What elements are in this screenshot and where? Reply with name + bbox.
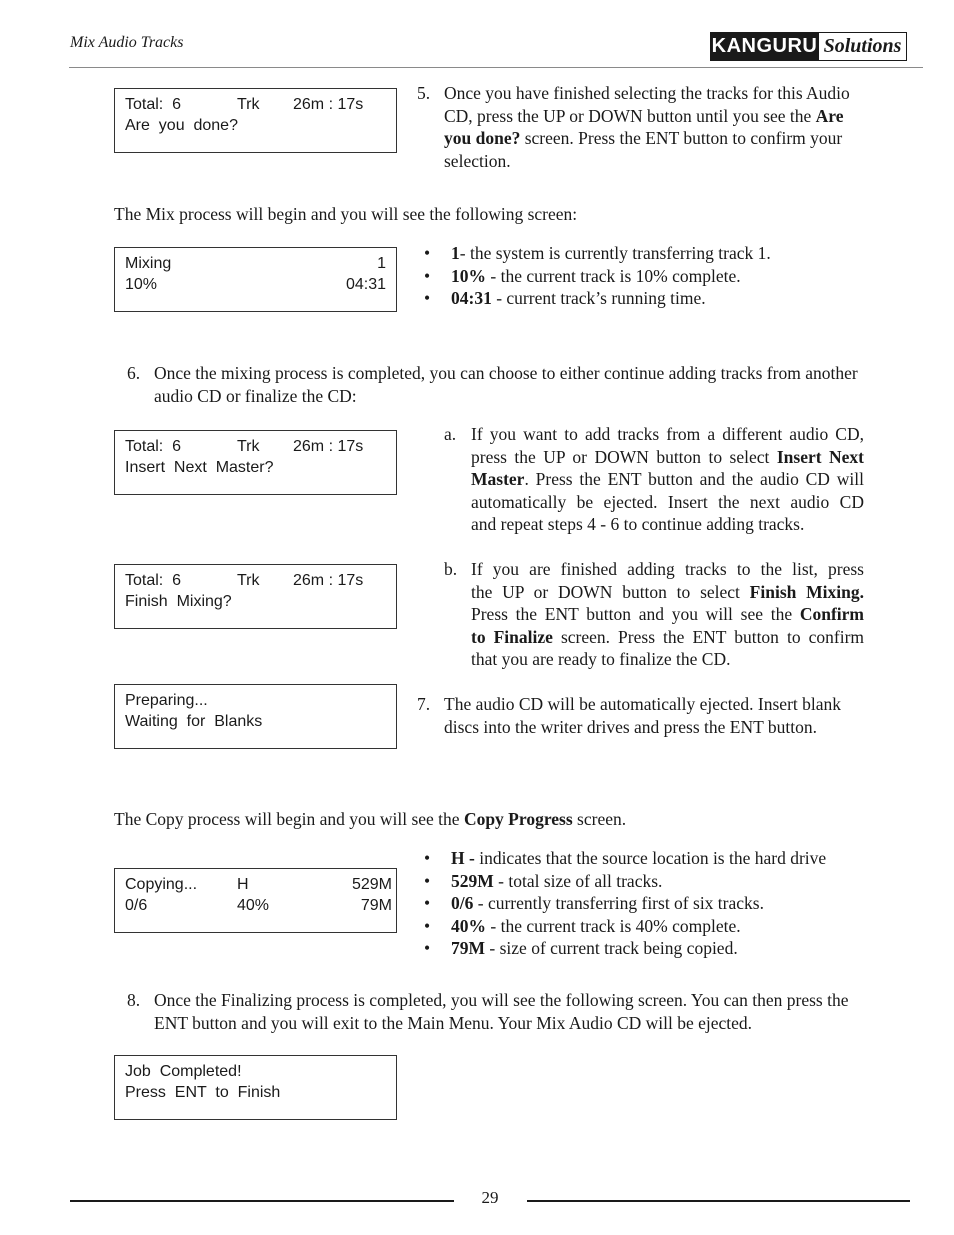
step6-line: Once the mixing process is completed, you can choose to either continue adding tracks from another bbox=[154, 363, 858, 383]
step6b-line: the UP or DOWN button to select Finish Mixing. bbox=[471, 581, 864, 602]
step6b-line: to Finalize screen. Press the ENT button to confirm bbox=[471, 626, 865, 647]
lcd-text: H bbox=[237, 876, 249, 893]
copy-bullet-text: 40% - the current track is 40% complete. bbox=[451, 915, 741, 936]
step6b-line: If you are finished adding tracks to the list, press bbox=[471, 559, 864, 579]
lcd-text: Total: 6 bbox=[125, 572, 182, 589]
lcd-text: 26m : 17s bbox=[293, 572, 364, 589]
lcd-text: 10% bbox=[125, 276, 158, 293]
step6-line: audio CD or finalize the CD: bbox=[154, 385, 357, 406]
step-number: 8. bbox=[127, 990, 141, 1010]
copy-bullet-text: 0/6 - currently transferring first of six tracks. bbox=[451, 893, 764, 913]
lcd-text: 1 bbox=[377, 255, 386, 272]
step6b-line: Press the ENT button and you will see the Confirm bbox=[471, 604, 864, 624]
lcd-text: Trk bbox=[237, 96, 260, 113]
step6a-line: and repeat steps 4 - 6 to continue adding tracks. bbox=[471, 514, 805, 534]
lcd-text: 0/6 bbox=[125, 897, 148, 914]
copy-bullet-text: 529M - total size of all tracks. bbox=[451, 870, 663, 891]
mix-bullet-text: 1- the system is currently transferring track 1. bbox=[451, 243, 771, 263]
step-number: 6. bbox=[127, 363, 141, 383]
footer-rule-left bbox=[70, 1200, 454, 1202]
kanguru-logo bbox=[710, 32, 908, 61]
lcd-text: Trk bbox=[237, 438, 260, 455]
section-title: Mix Audio Tracks bbox=[70, 34, 184, 51]
bullet: • bbox=[424, 848, 431, 868]
lcd-text: Insert Next Master? bbox=[125, 459, 274, 476]
logo-solutions-text: Solutions bbox=[819, 32, 907, 61]
bullet: • bbox=[424, 870, 431, 891]
lcd-text: Total: 6 bbox=[125, 438, 182, 455]
lcd-text: 40% bbox=[237, 897, 270, 914]
copy-bullet-text: H - indicates that the source location is the hard drive bbox=[451, 848, 827, 868]
bullet: • bbox=[424, 893, 431, 913]
lcd-mixing bbox=[114, 247, 397, 312]
step8-line: Once the Finalizing process is completed, you will see the following screen. You can then press the bbox=[154, 990, 849, 1010]
footer-rule-right bbox=[527, 1200, 910, 1202]
lcd-text: 04:31 bbox=[345, 276, 386, 293]
step-number: 5. bbox=[417, 83, 431, 103]
copy-intro: The Copy process will begin and you will see the Copy Progress screen. bbox=[114, 809, 627, 829]
lcd-text: 79M bbox=[360, 897, 392, 914]
step6a-line: automatically be ejected. Insert the next audio CD bbox=[471, 491, 864, 512]
step6a-line: press the UP or DOWN button to select Insert Next bbox=[471, 446, 865, 467]
bullet: • bbox=[424, 915, 431, 936]
lcd-copying bbox=[114, 868, 397, 933]
lcd-text: 26m : 17s bbox=[293, 96, 364, 113]
header-divider bbox=[69, 67, 923, 68]
lcd-text: Finish Mixing? bbox=[125, 593, 232, 610]
bullet: • bbox=[424, 938, 431, 958]
lcd-text: 529M bbox=[351, 876, 392, 893]
bullet: • bbox=[424, 288, 431, 308]
step7-line: discs into the writer drives and press the ENT button. bbox=[444, 716, 817, 737]
step-number: 7. bbox=[417, 694, 431, 714]
lcd-text: Preparing... bbox=[125, 692, 208, 709]
lcd-text: Job Completed! bbox=[125, 1063, 242, 1080]
step5-line: you done? screen. Press the ENT button to confirm your bbox=[444, 128, 843, 148]
step5-line: CD, press the UP or DOWN button until you see the Are bbox=[444, 105, 844, 126]
lcd-job-completed bbox=[114, 1055, 397, 1120]
lcd-text: Copying... bbox=[125, 876, 198, 893]
step5-line: selection. bbox=[444, 150, 511, 171]
lcd-preparing bbox=[114, 684, 397, 749]
step6a-line: If you want to add tracks from a different audio CD, bbox=[471, 424, 864, 444]
step6a-line: Master. Press the ENT button and the audio CD will bbox=[471, 469, 864, 489]
logo-kanguru-text: KANGURU bbox=[710, 32, 819, 61]
lcd-text: Mixing bbox=[125, 255, 172, 272]
step7-line: The audio CD will be automatically ejected. Insert blank bbox=[444, 694, 842, 714]
page-number: 29 bbox=[481, 1188, 499, 1207]
lcd-insert-next-master bbox=[114, 430, 397, 495]
substep-letter: a. bbox=[444, 424, 457, 444]
step5-line: Once you have finished selecting the tracks for this Audio bbox=[444, 83, 850, 103]
copy-bullet-text: 79M - size of current track being copied. bbox=[451, 938, 738, 958]
lcd-text: Waiting for Blanks bbox=[125, 713, 263, 730]
lcd-are-you-done bbox=[114, 88, 397, 153]
bullet: • bbox=[424, 265, 431, 286]
bullet: • bbox=[424, 243, 431, 263]
lcd-text: 26m : 17s bbox=[293, 438, 364, 455]
mix-intro: The Mix process will begin and you will see the following screen: bbox=[114, 204, 578, 224]
lcd-text: Press ENT to Finish bbox=[125, 1084, 281, 1101]
substep-letter: b. bbox=[444, 559, 458, 579]
step6b-line: that you are ready to finalize the CD. bbox=[471, 649, 731, 669]
lcd-text: Total: 6 bbox=[125, 96, 182, 113]
mix-bullet-text: 04:31 - current track’s running time. bbox=[451, 288, 706, 308]
lcd-text: Trk bbox=[237, 572, 260, 589]
step8-line: ENT button and you will exit to the Main Menu. Your Mix Audio CD will be ejected. bbox=[154, 1012, 753, 1033]
mix-bullet-text: 10% - the current track is 10% complete. bbox=[451, 265, 741, 286]
lcd-finish-mixing bbox=[114, 564, 397, 629]
lcd-text: Are you done? bbox=[125, 117, 238, 134]
